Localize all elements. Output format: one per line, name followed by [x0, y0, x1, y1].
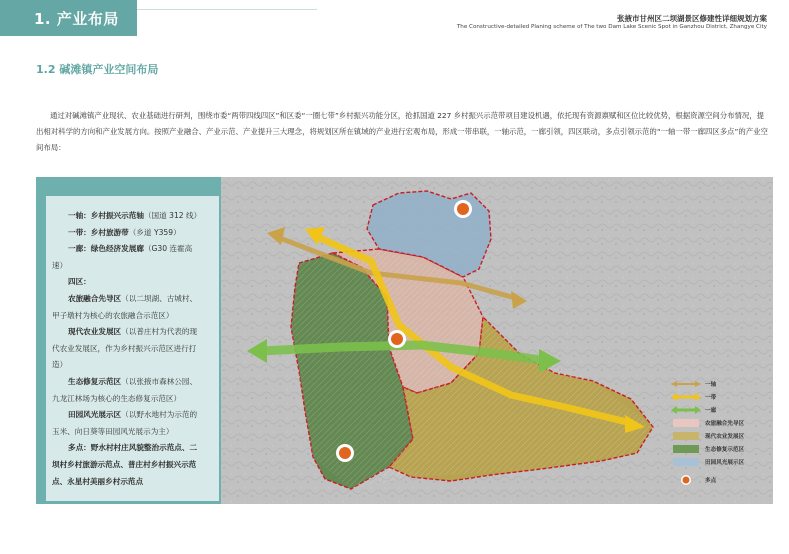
belt-value: 乡村旅游带	[90, 227, 129, 237]
corridor-line	[52, 241, 202, 274]
zones-label: 四区：	[68, 277, 91, 287]
zone4-note: （以野水地村为示范的玉米、向日葵等田园风光展示为主）	[52, 410, 198, 436]
zone2-name: 现代农业发展区	[68, 327, 122, 337]
legend-swatch-modern-agri	[673, 432, 699, 440]
zone2-line	[52, 324, 202, 374]
zone1-name: 农旅融合先导区	[68, 293, 122, 303]
zone3-note: （以张掖市森林公园、九龙江林场为核心的生态修复示范区）	[52, 376, 198, 403]
demo-point-north	[454, 200, 472, 218]
zone3-line	[52, 374, 202, 407]
layout-description-box	[46, 196, 219, 501]
legend-swatch-agri-tourism	[673, 419, 699, 427]
legend-label-points: 多点	[705, 478, 717, 484]
demo-point-center	[388, 330, 406, 348]
legend-swatch-points	[681, 475, 691, 485]
axis-note: （国道 312 线）	[143, 211, 202, 220]
demo-point-southwest	[336, 444, 354, 462]
layout-description-text	[52, 208, 202, 490]
corridor-note: （G30 连霍高速）	[52, 244, 193, 270]
planning-map	[221, 177, 773, 504]
points-line	[52, 440, 202, 490]
zone1-note: （以二坝湖、古城村、甲子墩村为核心的农旅融合示范区）	[52, 293, 198, 320]
belt-note: （乡道 Y359）	[128, 227, 181, 237]
zone1-line	[52, 291, 202, 324]
axis-label: 一轴：	[68, 211, 91, 220]
subsection-heading: 1.2 碱滩镇产业空间布局	[36, 63, 159, 76]
legend-label-belt: 一带	[705, 395, 717, 401]
zone4-name: 田园风光展示区	[68, 410, 122, 420]
legend-label-axis: 一轴	[705, 382, 717, 388]
zone2-note: （以普庄村为代表的现代农业发展区，作为乡村振兴示范区进行打造）	[52, 327, 198, 370]
belt-line	[52, 225, 202, 242]
planning-map-svg	[221, 177, 773, 504]
legend-label-modern-agri: 现代农业发展区	[705, 434, 745, 440]
project-title-en: The Constructive-detailed Planing scheme of The two Dam Lake Scenic Spot in Ganzhou District, Zhangye City	[456, 24, 767, 30]
layout-description-panel	[36, 177, 221, 504]
points-label: 多点：	[68, 443, 91, 453]
intro-paragraph: 通过对碱滩镇产业现状、农业基础进行研判，围绕市委“两带四线四区”和区委“一圈七带”乡村振兴功能分区，抢抓国道 227 乡村振兴示范带项目建设机遇，依托现有资源禀赋和区位比较优势，根据资源空间分布情况，提出相对科学的方向和产业发展方向。按照产业融合、产业示范、产业提升三大理念，将规划区所在镇域的产业进行宏观布局，形成一带串联，一轴示范，一廊引领，四区联动，多点引领示范的“一轴一带一廊四区多点”的产业空间布局：	[36, 111, 768, 152]
corridor-value: 绿色经济发展廊	[90, 244, 144, 254]
legend-label-scenery: 田园风光展示区	[705, 460, 745, 466]
axis-value: 乡村振兴示范轴	[90, 211, 144, 220]
project-title-cn: 张掖市甘州区二坝湖景区修建性详细规划方案	[617, 14, 767, 23]
legend-label-ecology: 生态修复示范区	[705, 447, 745, 453]
legend-swatch-ecology	[673, 445, 699, 453]
legend-label-agri-tourism: 农旅融合先导区	[705, 421, 745, 427]
corridor-label: 一廊：	[68, 244, 91, 254]
zone3-name: 生态修复示范区	[68, 376, 122, 386]
zone4-line	[52, 407, 202, 440]
belt-label: 一带：	[68, 227, 91, 237]
axis-line	[52, 208, 202, 225]
legend-label-corridor: 一廊	[705, 408, 717, 414]
points-value: 野水村村庄风貌整治示范点、二坝村乡村旅游示范点、普庄村乡村振兴示范点、永星村美丽乡村示范点	[52, 443, 198, 486]
section-title: 1. 产业布局	[34, 10, 119, 28]
legend-swatch-scenery	[673, 458, 699, 466]
